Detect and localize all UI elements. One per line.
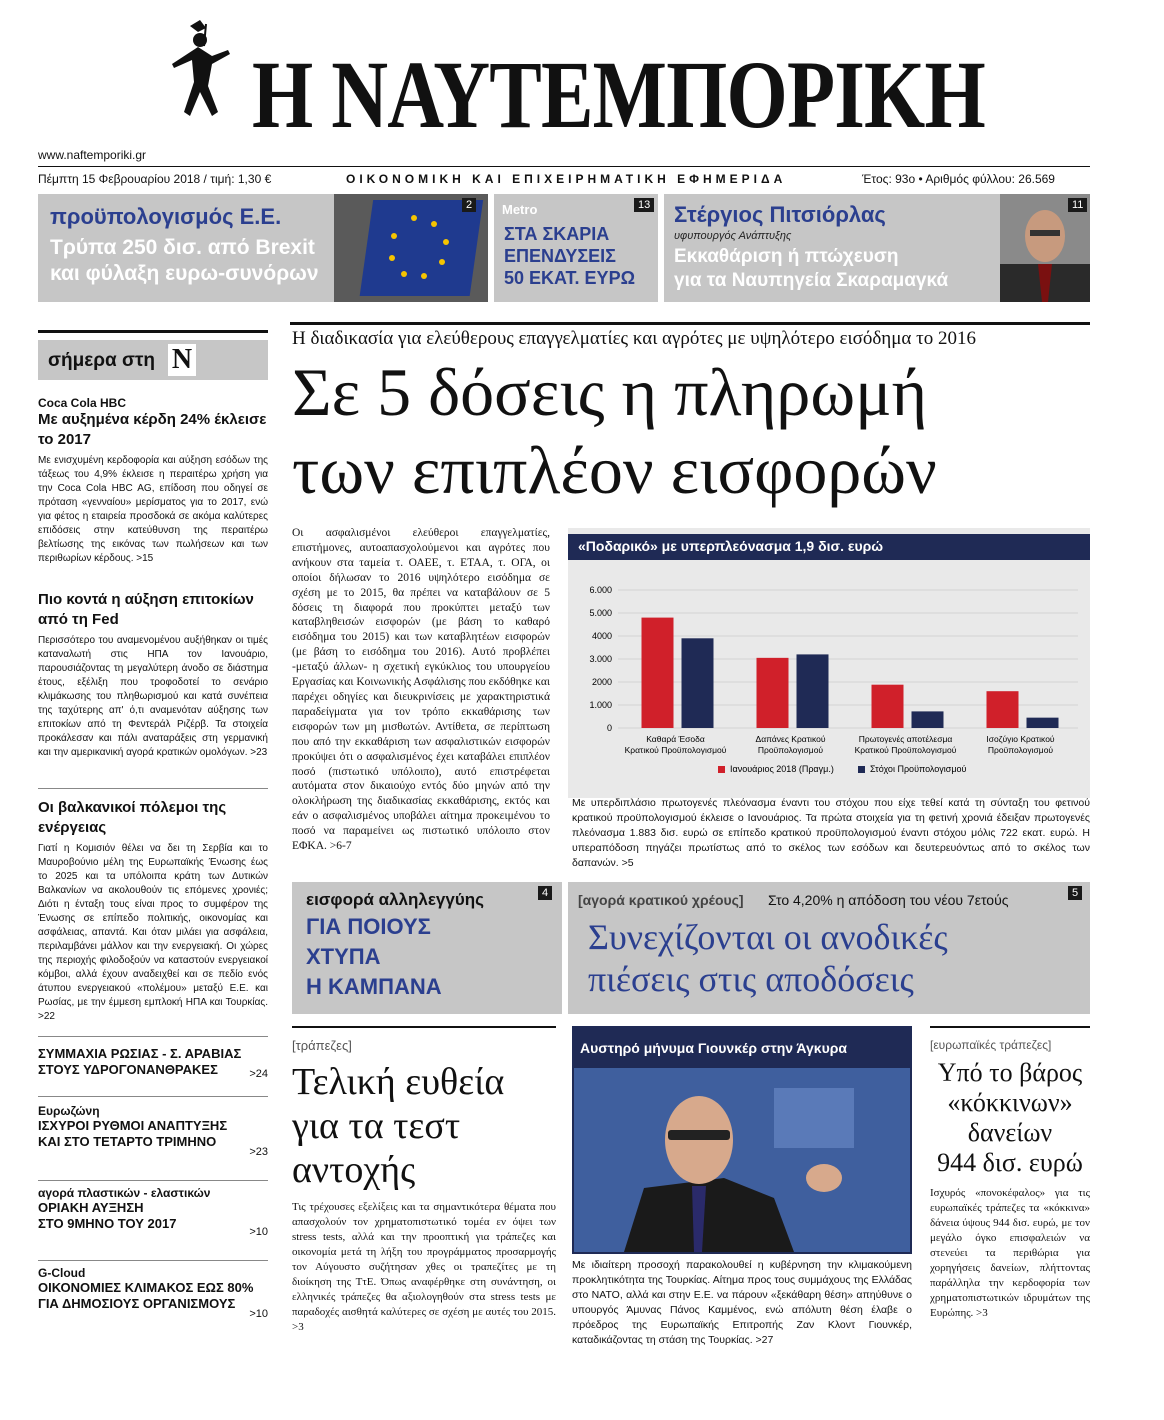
teaser-1-headline-1: Τρύπα 250 δισ. από Brexit (50, 236, 315, 259)
bar (642, 618, 674, 728)
lead-kicker: Η διαδικασία για ελεύθερους επαγγελματίες και αγρότες με υψηλότερο εισόδημα το 2016 (292, 328, 976, 349)
category-label: Δαπάνες Κρατικού (755, 734, 826, 744)
brief-kicker: αγορά πλαστικών - ελαστικών (38, 1186, 211, 1200)
banks-headline-3[interactable]: αντοχής (292, 1149, 416, 1191)
teaser-2-headline-1: ΣΤΑ ΣΚΑΡΙΑ (504, 224, 610, 244)
eubanks-headline-1: Υπό το βάρος (937, 1058, 1083, 1087)
teaser-2[interactable] (494, 194, 658, 302)
y-tick-label: 6.000 (589, 585, 612, 595)
banks-kicker: [τράπεζες] (292, 1038, 352, 1053)
category-label: Κρατικού Προϋπολογισμού (624, 745, 727, 755)
sidebar-top-rule (38, 330, 268, 333)
brief-plastics[interactable] (38, 1186, 268, 1238)
sidebar-item-balkans[interactable] (38, 798, 268, 1024)
y-tick-label: 4000 (591, 631, 612, 641)
newspaper-title: Η ΝΑΥΤΕΜΠΟΡΙΚΗ (252, 41, 985, 148)
category-label: Καθαρά Έσοδα (646, 734, 705, 744)
bar (757, 658, 789, 728)
brief-page: >24 (249, 1068, 268, 1080)
y-tick-label: 0 (606, 723, 612, 733)
website[interactable]: www.naftemporiki.gr (38, 148, 147, 162)
sidebar-item-kicker: Coca Cola HBC (38, 396, 127, 410)
teaser-3-role: υφυπουργός Ανάπτυξης (674, 230, 792, 242)
bonds-headline-2: πιέσεις στις αποδόσεις (588, 959, 914, 999)
solidarity-line-1: ΓΙΑ ΠΟΙΟΥΣ (306, 914, 431, 939)
divider (38, 1260, 268, 1261)
issue-number: Έτος: 93ο • Αριθμός φύλλου: 26.569 (862, 172, 1055, 186)
solidarity-line-3: Η ΚΑΜΠΑΝΑ (306, 974, 442, 999)
brief-kicker: G-Cloud (38, 1266, 86, 1280)
solidarity-box[interactable] (292, 882, 562, 1014)
brief-line-2: ΚΑΙ ΣΤΟ ΤΕΤΑΡΤΟ ΤΡΙΜΗΝΟ (38, 1134, 217, 1149)
sidebar-label-box (38, 340, 268, 380)
bar (797, 654, 829, 728)
y-tick-label: 5.000 (589, 608, 612, 618)
lead-headline-2[interactable]: των επιπλέον εισφορών (292, 432, 937, 508)
category-label: Ισοζύγιο Κρατικού (986, 734, 1055, 744)
sidebar-item-title: Οι βαλκανικοί πόλεμοι της ενέργειας (38, 799, 227, 836)
juncker-body: Με ιδιαίτερη προσοχή παρακολουθεί η κυβέρνηση την κλιμακούμενη προκλητικότητα της Τουρκίας. Αίτημα προς τους συμμάχους της Ελλάδας στο ΝΑΤΟ, αλλά και στην Ε.Ε. να πάρουν «ξεκάθαρη θέση» απηύθυνε ο υπουργός Άμυνας Πάνος Καμμένος, ενώ απόλυτη θέση έλαβε ο πρόεδρος της Ευρωπαϊκής Επιτροπής Ζαν Κλοντ Γιουνκέρ, καταδικάζοντας τη στάση της Τουρκίας. >27 (572, 1259, 912, 1346)
bar (987, 691, 1019, 728)
teaser-2-kicker: Metro (502, 202, 538, 217)
brief-line-1: ΙΣΧΥΡΟΙ ΡΥΘΜΟΙ ΑΝΑΠΤΥΞΗΣ (38, 1118, 228, 1133)
legend-swatch (718, 766, 725, 773)
eubanks-kicker: [ευρωπαϊκές τράπεζες] (930, 1038, 1052, 1052)
divider (38, 1096, 268, 1097)
solidarity-kicker: εισφορά αλληλεγγύης (306, 890, 484, 909)
category-label: Προϋπολογισμού (757, 745, 824, 755)
lead-headline-1[interactable]: Σε 5 δόσεις η πληρωμή (292, 354, 928, 430)
teaser-2-headline-3: 50 ΕΚΑΤ. ΕΥΡΩ (504, 268, 636, 288)
banks-body: Τις τρέχουσες εξελίξεις και τα σημαντικότερα θέματα που απασχολούν τον χρηματοπιστωτικό τομέα εν όψει των stress tests, αλλά και την προοπτική για τράπεζες και οικονομία μετά τη λήξη του προγράμματος προσαρμογής τον Αύγουστο συζήτησαν χθες οι τραπεζίτες με τη διοίκηση της ΤτΕ. Όπως αναφέρθηκε στη συνάντηση, οι ελληνικές τράπεζες θα αξιολογηθούν στα stress tests με παραδοχές αισθητά καλύτερες σε σχέση με αυτές του 2015. >3 (292, 1201, 556, 1333)
subtitle: ΟΙΚΟΝΟΜΙΚΗ ΚΑΙ ΕΠΙΧΕΙΡΗΜΑΤΙΚΗ ΕΦΗΜΕΡΙΔΑ (346, 172, 787, 186)
bar (682, 638, 714, 728)
sidebar-label: σήμερα στη (48, 350, 156, 371)
teaser-3-headline-2: για τα Ναυπηγεία Σκαραμαγκά (674, 270, 949, 291)
chart-box (568, 528, 1090, 798)
brief-page: >10 (249, 1226, 268, 1238)
eubanks-headline[interactable] (930, 1058, 1090, 1178)
sidebar-item-title: Πιο κοντά η αύξηση επιτοκίων από τη Fed (38, 591, 254, 628)
legend-label: Ιανουάριος 2018 (Πραγμ.) (730, 764, 834, 774)
sidebar-item-body: Περισσότερο του αναμενομένου αυξήθηκαν οι τιμές καταναλωτή στις ΗΠΑ τον Ιανουάριο, παρουσιάζοντας τη μεγαλύτερη άνοδο σε διάστημα έτους, εξέλιξη που τροφοδοτεί το σενάριο κλιμάκωσης του πληθωρισμού και κατά συνέπεια της ταχύτερης απ' ό,τι αναμενόταν αύξησης των επιτοκίων από τη Φεντεράλ Ριζέρβ. Τα στοιχεία προκάλεσαν και πάλι αναταράξεις στη γερμανική και την αμερικανική αγορά κρατικών ομολόγων. >23 (38, 635, 268, 758)
chart-title-bar (568, 534, 1090, 560)
teaser-2-headline-2: ΕΠΕΝΔΥΣΕΙΣ (504, 246, 616, 266)
divider (38, 788, 268, 789)
legend-label: Στόχοι Προϋπολογισμού (870, 764, 967, 774)
teaser-1-page: 2 (462, 198, 476, 212)
teaser-3-kicker: Στέργιος Πιτσιόρλας (674, 202, 886, 227)
brief-kicker: Ευρωζώνη (38, 1104, 100, 1118)
divider (38, 1180, 268, 1181)
legend-swatch (858, 766, 865, 773)
eubanks-headline-3: δανείων (967, 1118, 1053, 1147)
bonds-deck: Στο 4,20% η απόδοση του νέου 7ετούς (768, 892, 1009, 908)
bonds-kicker: [αγορά κρατικού χρέους] (578, 892, 744, 908)
chart-caption: Με υπερδιπλάσιο πρωτογενές πλεόνασμα έναντι του στόχου που είχε τεθεί κατά τη σύνταξη του φετινού κρατικού προϋπολογισμού έκλεισε ο Ιανουάριος. Τα πρώτα στοιχεία για τη φετινή χρονιά έδειξαν πρωτογενές πλεόνασμα 1.883 δισ. ευρώ σε επίπεδο κρατικού προϋπολογισμού έναντι στόχου μόλις 722 εκατ. ευρώ. Η υπεραπόδοση πηγάζει πρωτίστως από το σκέλος των εσόδων και δευτερευόντως από το σκέλος των δαπανών. >5 (572, 797, 1090, 869)
eubanks-headline-4: 944 δισ. ευρώ (937, 1148, 1083, 1177)
hermes-logo (160, 16, 240, 136)
teaser-1[interactable] (38, 194, 488, 302)
juncker-kicker: Αυστηρό μήνυμα Γιουνκέρ στην Άγκυρα (580, 1040, 847, 1056)
teaser-3-headline-1: Εκκαθάριση ή πτώχευση (674, 246, 899, 267)
juncker-box[interactable] (572, 1026, 912, 1254)
bar-chart (568, 560, 1090, 798)
banks-rule (292, 1026, 556, 1028)
category-label: Προϋπολογισμού (987, 745, 1054, 755)
lead-top-rule (290, 322, 1090, 325)
y-tick-label: 2000 (591, 677, 612, 687)
brief-page: >23 (249, 1146, 268, 1158)
brief-line-1: ΣΥΜΜΑΧΙΑ ΡΩΣΙΑΣ - Σ. ΑΡΑΒΙΑΣ (38, 1046, 242, 1061)
y-tick-label: 3.000 (589, 654, 612, 664)
solidarity-line-2: ΧΤΥΠΑ (306, 944, 381, 969)
juncker-photo (574, 1068, 910, 1252)
bonds-headline-1: Συνεχίζονται οι ανοδικές (588, 917, 948, 957)
eubanks-body: Ισχυρός «πονοκέφαλος» για τις ευρωπαϊκές τράπεζες τα «κόκκινα» δάνεια ύψους 944 δισ. ευρώ, με τον μεγάλο όγκο επισφαλειών να στενεύει τα περιθώρια για χορηγήσεις δανείων, πλήττοντας παράλληλα την κερδοφορία των χρηματοπιστωτικών ιδρυμάτων της Ευρώπης. >3 (930, 1187, 1090, 1319)
banks-headline-2[interactable]: για τα τεστ (292, 1105, 461, 1147)
bar (1027, 718, 1059, 728)
teaser-3-page: 11 (1068, 198, 1087, 212)
teaser-2-page: 13 (634, 198, 654, 212)
brief-line-1: ΟΡΙΑΚΗ ΑΥΞΗΣΗ (38, 1200, 144, 1215)
sidebar-item-body: Γιατί η Κομισιόν θέλει να δει τη Σερβία και το Μαυροβούνιο μέλη της Ευρωπαϊκής Ένωσης έως το 2025 και τα υπόλοιπα κράτη των Δυτικών Βαλκανίων να ακολουθούν τις επόμενες χρονιές; Διότι η ένταξη τους είναι προς το συμφέρον της Ένωσης σε επίπεδο πολιτικής, οικονομίας και ασφάλειας, απαντά. Και όταν μιλάει για ασφάλεια, περιλαμβάνει μάλλον και την ενεργειακή. Οι χώρες της περιοχής φιλοδοξούν να καταστούν ενεργειακοί κόμβοι, αλλά έχουν αναδειχθεί και σε πεδίο ενός άτυπου ενεργειακού «πολέμου» μεταξύ Ε.Ε. και Ρωσίας, με την έμμεση εμπλοκή ΗΠΑ και Τουρκίας. >22 (38, 843, 268, 1022)
brief-line-2: ΓΙΑ ΔΗΜΟΣΙΟΥΣ ΟΡΓΑΝΙΣΜΟΥΣ (38, 1296, 236, 1311)
sidebar-item-fed[interactable] (38, 590, 268, 760)
bonds-page: 5 (1068, 886, 1082, 900)
eubanks-headline-2: «κόκκινων» (947, 1088, 1073, 1117)
brief-line-2: ΣΤΟΥΣ ΥΔΡΟΓΟΝΑΝΘΡΑΚΕΣ (38, 1062, 218, 1077)
y-tick-label: 1.000 (589, 700, 612, 710)
eubanks-rule (930, 1026, 1090, 1028)
brief-page: >10 (249, 1308, 268, 1320)
teaser-1-kicker: προϋπολογισμός Ε.Ε. (50, 204, 282, 229)
bar (912, 711, 944, 728)
lead-body: Οι ασφαλισμένοι ελεύθεροι επαγγελματίες, επιστήμονες, αυτοαπασχολούμενοι και αγρότες που ανήκουν στα ταμεία τ. ΟΑΕΕ, τ. ΕΤΑΑ, τ. ΟΓΑ, οι οποίοι δήλωσαν το 2016 υψηλότερο εισόδημα σε σχέση με το 2015, θα πρέπει να καταβάλουν σε 5 δόσεις τη διαφορά που προκύπτει μεταξύ των καταβληθεισών εισφορών (με βάση το καθαρό εισόδημα του 2015) και των καταβλητέων εισφορών (με βάση το εισόδημα του 2016). Αυτό προβλέπει -μεταξύ άλλων- η σχετική εγκύκλιος του υπουργείου Εργασίας και Κοινωνικής Ασφάλισης που εκδόθηκε και παρέχει οδηγίες και διευκρινίσεις με χαρακτηριστικά παραδείγματα για τον τρόπο εκκαθάρισης των εισφορών των μη μισθωτών. Αντίθετα, σε περίπτωση που από την εκκαθάριση των ασφαλιστικών εισφορών προκύψει ότι ο ασφαλισμένος έχει καταβάλει επιπλέον ποσό (πιστωτικό υπόλοιπο), αυτό επιστρέφεται αυτόματα στον δικαιούχο εντός δύο μηνών από την ολοκλήρωση της διαδικασίας εκκαθάρισης, εκτός και εάν ο ασφαλισμένος υποβάλει αίτημα προκειμένου το ποσό να παραμείνει ως πιστωτικό υπόλοιπο στον ΕΦΚΑ. >6-7 (292, 527, 550, 853)
banks-headline-1[interactable]: Τελική ευθεία (292, 1061, 505, 1103)
teaser-1-headline-2: και φύλαξη ευρω-συνόρων (50, 262, 319, 285)
teaser-3[interactable] (664, 194, 1090, 302)
sidebar-item-body: Με ενισχυμένη κερδοφορία και αύξηση εσόδων της τάξεως του 4,9% έκλεισε η περαιτέρω χρήση για την Coca Cola HBC AG, επίδοση που οδηγεί σε πρόταση «γενναίου» μερίσματος για το 2017, ενώ για φέτος η εταιρεία προσδοκά σε ακόμα καλύτερες επιδόσεις στην κατεύθυνση της περαιτέρω βελτίωσης της εικόνας των πωλήσεων και των περιθωρίων κέρδους. >15 (38, 455, 268, 564)
brief-gcloud[interactable] (38, 1266, 268, 1320)
category-label: Πρωτογενές αποτέλεσμα (858, 734, 953, 744)
bonds-box[interactable] (568, 882, 1090, 1014)
sidebar-logo: N (168, 344, 196, 376)
date-price: Πέμπτη 15 Φεβρουαρίου 2018 / τιμή: 1,30 € (38, 172, 272, 186)
sidebar-item-cocacola[interactable] (38, 396, 268, 566)
brief-russia[interactable] (38, 1046, 268, 1078)
masthead-rule (38, 166, 1090, 167)
brief-line-1: ΟΙΚΟΝΟΜΙΕΣ ΚΛΙΜΑΚΟΣ ΕΩΣ 80% (38, 1280, 254, 1295)
brief-line-2: ΣΤΟ 9ΜΗΝΟ ΤΟΥ 2017 (38, 1216, 177, 1231)
brief-eurozone[interactable] (38, 1104, 268, 1158)
solidarity-page: 4 (538, 886, 552, 900)
bar (872, 685, 904, 728)
divider (38, 1036, 268, 1037)
category-label: Κρατικού Προϋπολογισμού (854, 745, 957, 755)
chart-title: «Ποδαρικό» με υπερπλεόνασμα 1,9 δισ. ευρώ (578, 538, 884, 554)
sidebar-item-title: Με αυξημένα κέρδη 24% έκλεισε το 2017 (38, 411, 267, 448)
